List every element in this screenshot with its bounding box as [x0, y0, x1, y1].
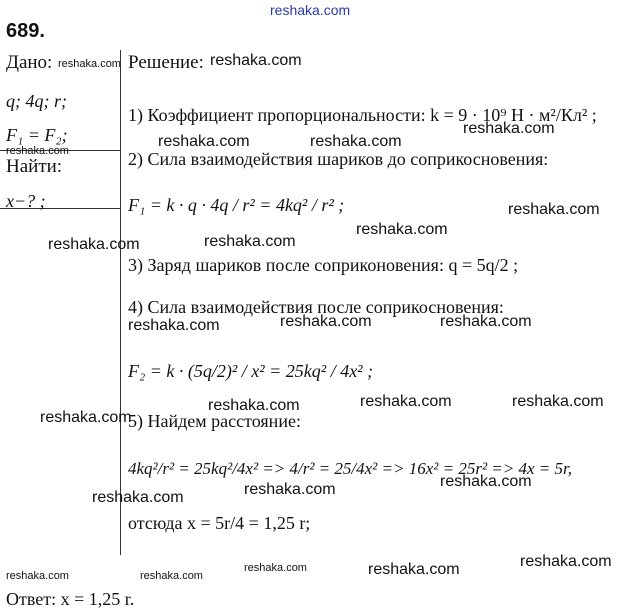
watermark: reshaka.com	[440, 473, 532, 490]
watermark: reshaka.com	[244, 562, 307, 574]
solution-step5: 5) Найдем расстояние:	[128, 411, 301, 431]
solution-eq4: отсюда x = 5r/4 = 1,25 r;	[128, 513, 311, 533]
watermark: reshaka.com	[360, 393, 452, 410]
given-heading: Дано:	[6, 52, 53, 73]
watermark: reshaka.com	[368, 561, 460, 578]
solution-eq3: 4kq²/r² = 25kq²/4x² => 4/r² = 25/4x² => 16x² = 25r² => 4x = 5r,	[128, 459, 572, 478]
watermark: reshaka.com	[6, 145, 69, 157]
watermark: reshaka.com	[440, 313, 532, 330]
watermark: reshaka.com	[40, 409, 132, 426]
find-heading: Найти:	[6, 156, 63, 177]
watermark: reshaka.com	[128, 317, 220, 334]
watermark: reshaka.com	[244, 481, 336, 498]
given-line1: q; 4q; r;	[6, 91, 67, 111]
watermark: reshaka.com	[208, 397, 300, 414]
find-line1: x−? ;	[6, 191, 46, 211]
watermark: reshaka.com	[310, 133, 402, 150]
watermark: reshaka.com	[158, 133, 250, 150]
solution-step4: 4) Сила взаимодействия после соприкосновения:	[128, 297, 504, 317]
watermark: reshaka.com	[210, 52, 302, 69]
solution-step3: 3) Заряд шариков после соприконовения: q = 5q/2 ;	[128, 255, 519, 275]
watermark: reshaka.com	[508, 201, 600, 218]
watermark: reshaka.com	[280, 313, 372, 330]
answer-line: Ответ: x = 1,25 r.	[6, 589, 135, 609]
watermark: reshaka.com	[463, 120, 555, 137]
problem-number: 689.	[6, 20, 45, 42]
solution-heading: Решение:	[128, 52, 204, 73]
given-line2: F₁ = F₂;	[6, 125, 68, 145]
watermark: reshaka.com	[6, 570, 69, 582]
solution-eq2: F₂ = k · (5q/2)² / x² = 25kq² / 4x² ;	[128, 361, 374, 381]
watermark: reshaka.com	[48, 236, 140, 253]
watermark: reshaka.com	[140, 570, 203, 582]
watermark: reshaka.com	[520, 553, 612, 570]
watermark: reshaka.com	[58, 58, 121, 70]
solution-step2: 2) Сила взаимодействия шариков до соприкосновения:	[128, 149, 549, 169]
watermark: reshaka.com	[204, 233, 296, 250]
solution-step1: 1) Коэффициент пропорциональности: k = 9 · 10⁹ Н · м²/Кл² ;	[128, 105, 597, 125]
watermark: reshaka.com	[92, 489, 184, 506]
vertical-divider	[120, 50, 121, 555]
watermark: reshaka.com	[512, 393, 604, 410]
watermark: reshaka.com	[356, 221, 448, 238]
watermark-top: reshaka.com	[270, 2, 351, 18]
solution-eq1: F₁ = k · q · 4q / r² = 4kq² / r² ;	[128, 195, 345, 215]
